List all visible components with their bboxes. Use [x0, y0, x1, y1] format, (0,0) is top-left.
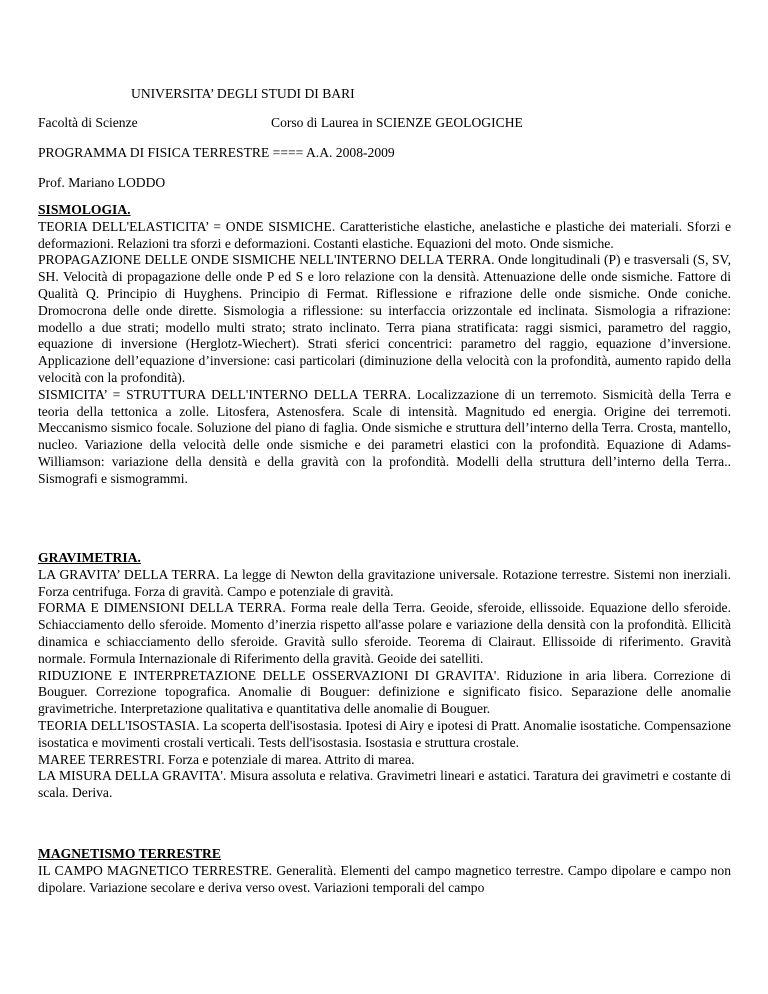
- university-name: UNIVERSITA’ DEGLI STUDI DI BARI: [131, 86, 355, 101]
- section-paragraph: TEORIA DELL'ISOSTASIA. La scoperta dell'isostasia. Ipotesi di Airy e ipotesi di Pratt. Anomalie isostatiche. Compensazione isostatica e movimenti crostali verticali. Tests dell'isostasia. Isostasia e struttura crostale.: [38, 717, 731, 750]
- section-paragraph: MAREE TERRESTRI. Forza e potenziale di marea. Attrito di marea.: [38, 751, 415, 767]
- section-paragraph: FORMA E DIMENSIONI DELLA TERRA. Forma reale della Terra. Geoide, sferoide, ellissoide. Equazione dello sferoide. Schiacciamento dello sferoide. Momento d’inerzia rispetto all'asse polare e variazione della densità con la profondità. Ellicità dinamica e schiacciamento dello sferoide. Gravità sullo sferoide. Teorema di Clairaut. Ellissoide di riferimento. Gravità normale. Formula Internazionale di Riferimento della gravità. Geoide dei satelliti.: [38, 600, 731, 666]
- section-paragraph: LA MISURA DELLA GRAVITA'. Misura assoluta e relativa. Gravimetri lineari e astatici. Taratura dei gravimetri e costante di scala. Deriva.: [38, 768, 731, 801]
- section-paragraph: SISMICITA’ = STRUTTURA DELL'INTERNO DELLA TERRA. Localizzazione di un terremoto. Sismicità della Terra e teoria della tettonica a zolle. Litosfera, Astenosfera. Scale di intensità. Magnitudo ed energia. Origine dei terremoti. Meccanismo sismico focale. Soluzione del piano di faglia. Onde sismiche e struttura dell’interno della Terra. Crosta, mantello, nucleo. Variazione della velocità delle onde sismiche e dei parametri elastici con la profondità. Equazione di Adams-Williamson: variazione della densità e della gravità con la profondità. Modelli della struttura dell’interno della Terra.. Sismografi e sismogrammi.: [38, 386, 731, 486]
- section-title: GRAVIMETRIA.: [38, 550, 141, 565]
- section-paragraph: RIDUZIONE E INTERPRETAZIONE DELLE OSSERVAZIONI DI GRAVITA'. Riduzione in aria libera. Correzione di Bouguer. Correzione topografica. Anomalie di Bouguer: definizione e significato fisico. Separazione delle anomalie gravimetriche. Interpretazione qualitativa e quantitativa delle anomalie di Bouguer.: [38, 667, 731, 717]
- course-name: Corso di Laurea in SCIENZE GEOLOGICHE: [271, 115, 523, 130]
- professor-name: Prof. Mariano LODDO: [38, 175, 166, 190]
- section-sismologia: [38, 202, 731, 488]
- faculty-name: Facoltà di Scienze: [38, 115, 138, 130]
- section-paragraph: IL CAMPO MAGNETICO TERRESTRE. Generalità. Elementi del campo magnetico terrestre. Campo dipolare e campo non dipolare. Variazione secolare e deriva verso ovest. Variazioni temporali del campo: [38, 862, 731, 895]
- section-title: MAGNETISMO TERRESTRE: [38, 846, 221, 861]
- section-gravimetria: [38, 550, 731, 802]
- section-paragraph: TEORIA DELL'ELASTICITA’ = ONDE SISMICHE. Caratteristiche elastiche, anelastiche e plastiche dei materiali. Sforzi e deformazioni. Relazioni tra sforzi e deformazioni. Costanti elastiche. Equazioni del moto. Onde sismiche.: [38, 218, 731, 251]
- section-paragraph: LA GRAVITA’ DELLA TERRA. La legge di Newton della gravitazione universale. Rotazione terrestre. Sistemi non inerziali. Forza centrifuga. Forza di gravità. Campo e potenziale di gravità.: [38, 566, 731, 599]
- section-title: SISMOLOGIA.: [38, 202, 131, 217]
- section-magnetismo: [38, 846, 731, 896]
- program-title: PROGRAMMA DI FISICA TERRESTRE ==== A.A. 2008-2009: [38, 145, 395, 160]
- section-paragraph: PROPAGAZIONE DELLE ONDE SISMICHE NELL'INTERNO DELLA TERRA. Onde longitudinali (P) e trasversali (S, SV, SH. Velocità di propagazione delle onde P ed S e loro relazione con la densità. Attenuazione delle onde sismiche. Fattore di Qualità Q. Principio di Huyghens. Principio di Fermat. Riflessione e rifrazione delle onde sismiche. Onde coniche. Dromocrona delle onde dirette. Sismologia a riflessione: su interfaccia orizzontale ed inclinata. Sismologia a rifrazione: modello a due strati; modello multi strato; strato inclinato. Terra piana stratificata: raggi sismici, parametro del raggio, equazione di inversione (Herglotz-Wiechert). Strati sferici concentrici: parametro del raggio, equazione d’inversione. Applicazione dell’equazione d’inversione: casi particolari (diminuzione della velocità con la profondità, aumento rapido della velocità con la profondità).: [38, 252, 731, 385]
